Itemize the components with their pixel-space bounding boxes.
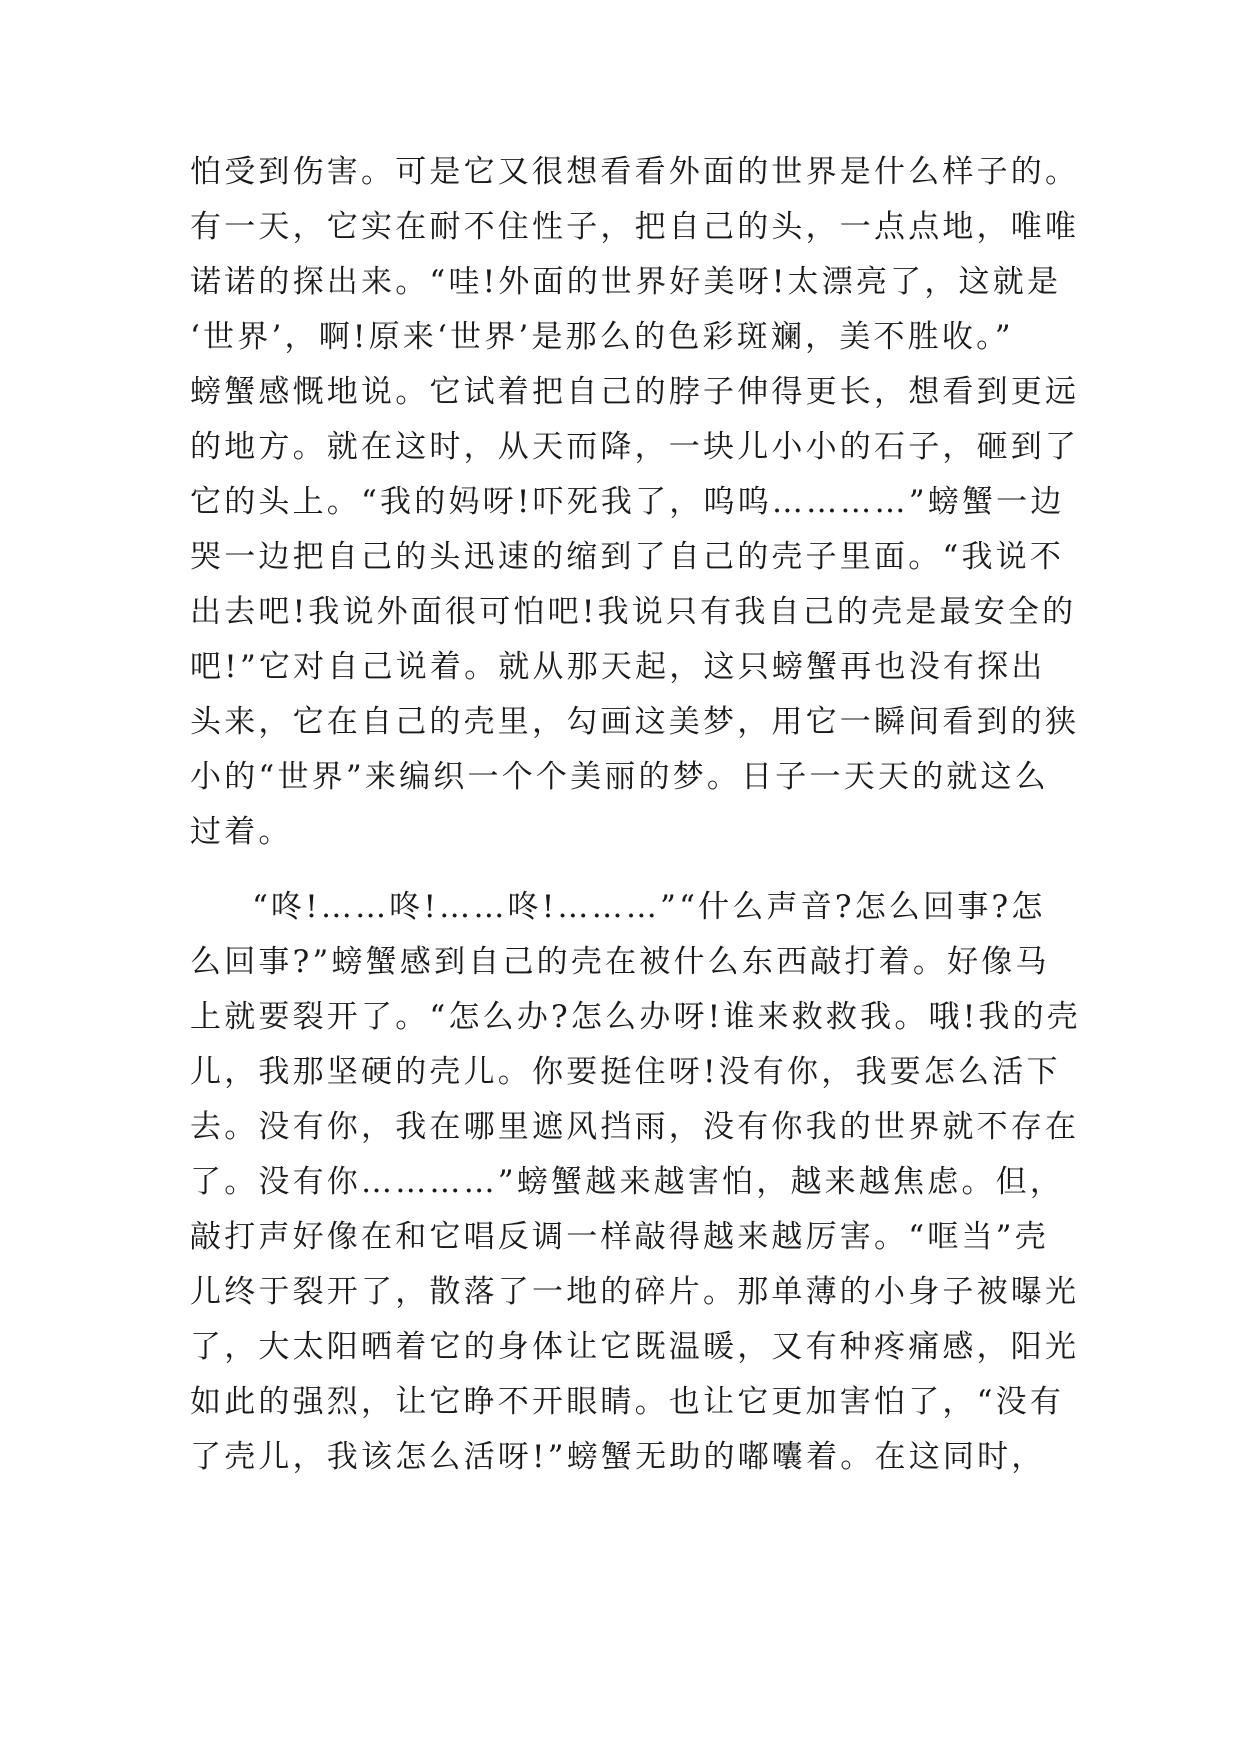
- text-line-11: 头来，它在自己的壳里，勾画这美梦，用它一瞬间看到的狭: [190, 704, 1080, 740]
- text-line-4: ‘世界’，啊!原来‘世界’是那么的色彩斑斓，美不胜收。”: [190, 319, 1014, 355]
- text-line-14: “咚!……咚!……咚!………”“什么声音?怎么回事?怎: [252, 889, 1046, 925]
- text-line-5: 螃蟹感慨地说。它试着把自己的脖子伸得更长，想看到更远: [190, 374, 1080, 410]
- text-line-22: 了，大太阳晒着它的身体让它既温暖，又有种疼痛感，阳光: [190, 1329, 1080, 1365]
- text-line-15: 么回事?”螃蟹感到自己的壳在被什么东西敲打着。好像马: [190, 944, 1050, 980]
- text-line-1: 怕受到伤害。可是它又很想看看外面的世界是什么样子的。: [190, 154, 1080, 190]
- text-line-18: 去。没有你，我在哪里遮风挡雨，没有你我的世界就不存在: [190, 1109, 1080, 1145]
- text-line-24: 了壳儿，我该怎么活呀!”螃蟹无助的嘟囔着。在这同时，: [190, 1439, 1046, 1475]
- text-line-3: 诺诺的探出来。“哇!外面的世界好美呀!太漂亮了，这就是: [190, 264, 1062, 300]
- text-line-2: 有一天，它实在耐不住性子，把自己的头，一点点地，唯唯: [190, 209, 1080, 245]
- text-line-7: 它的头上。“我的妈呀!吓死我了，呜呜…………”螃蟹一边: [190, 484, 1065, 520]
- text-line-10: 吧!”它对自己说着。就从那天起，这只螃蟹再也没有探出: [190, 649, 1046, 685]
- text-line-12: 小的“世界”来编织一个个美丽的梦。日子一天天的就这么: [190, 759, 1049, 795]
- text-line-17: 儿，我那坚硬的壳儿。你要挺住呀!没有你，我要怎么活下: [190, 1054, 1061, 1090]
- text-line-19: 了。没有你…………”螃蟹越来越害怕，越来越焦虑。但，: [190, 1164, 1065, 1200]
- text-line-9: 出去吧!我说外面很可怕吧!我说只有我自己的壳是最安全的: [190, 594, 1077, 630]
- text-line-6: 的地方。就在这时，从天而降，一块儿小小的石子，砸到了: [190, 429, 1080, 465]
- text-line-16: 上就要裂开了。“怎么办?怎么办呀!谁来救救我。哦!我的壳: [190, 999, 1081, 1035]
- text-line-8: 哭一边把自己的头迅速的缩到了自己的壳子里面。“我说不: [190, 539, 1065, 575]
- text-line-13: 过着。: [190, 814, 293, 850]
- text-line-20: 敲打声好像在和它唱反调一样敲得越来越厉害。“哐当”壳: [190, 1219, 1049, 1255]
- text-line-23: 如此的强烈，让它睁不开眼睛。也让它更加害怕了，“没有: [190, 1384, 1065, 1420]
- text-line-21: 儿终于裂开了，散落了一地的碎片。那单薄的小身子被曝光: [190, 1274, 1080, 1310]
